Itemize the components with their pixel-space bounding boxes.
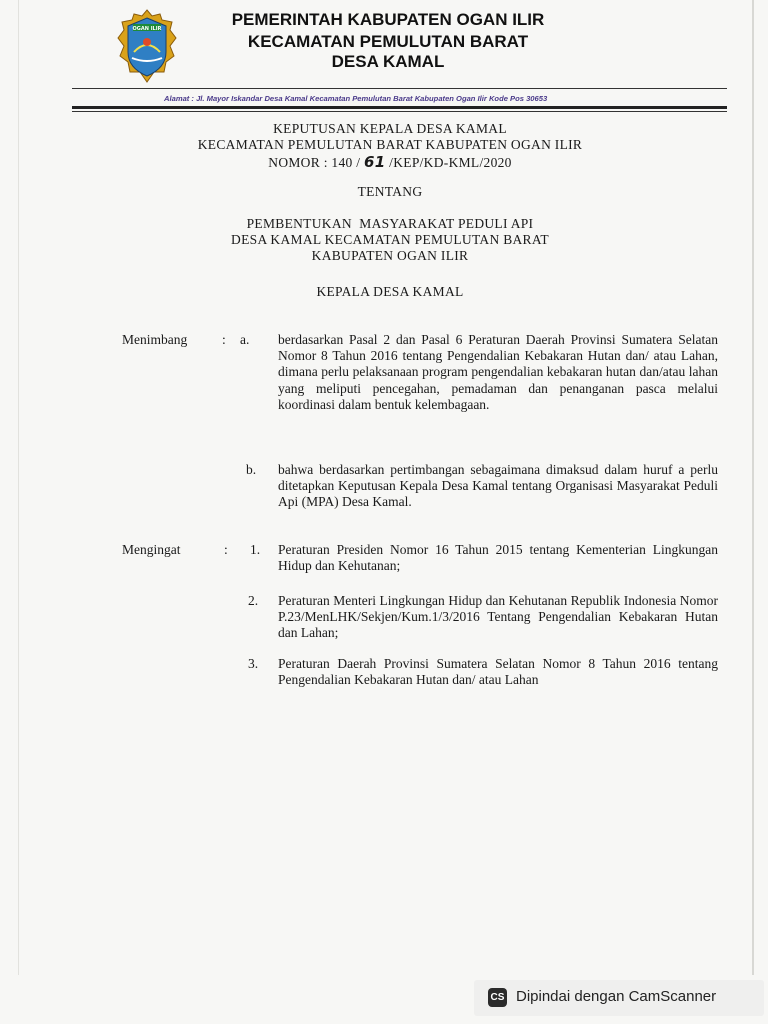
- mengingat-marker-1: 1.: [250, 542, 261, 557]
- mengingat-colon: :: [224, 542, 228, 557]
- tentang-heading: TENTANG: [357, 184, 423, 199]
- decree-title-district: KECAMATAN PEMULUTAN BARAT KABUPATEN OGAN ILIR: [197, 137, 583, 152]
- mengingat-item-1: Peraturan Presiden Nomor 16 Tahun 2015 tentang Kementerian Lingkungan Hidup dan Kehutanan;: [278, 542, 718, 574]
- regency-emblem-icon: [116, 8, 178, 84]
- camscanner-text: Dipindai dengan CamScanner: [516, 988, 717, 1005]
- menimbang-marker-a: a.: [240, 332, 250, 347]
- page-edge-right: [752, 0, 754, 975]
- menimbang-item-a: berdasarkan Pasal 2 dan Pasal 6 Peraturan Daerah Provinsi Sumatera Selatan Nomor 8 Tahun 2016 tentang Pengendalian Kebakaran Hutan dan/ atau Lahan, dimana perlu pelaksanaan program pengendalian kebakaran hutan dan/atau lahan yang meliputi pencegahan, pemadaman dan penanganan pasca melalui koordinasi dalam bentuk kelembagaan.: [278, 332, 718, 412]
- page-edge-left: [18, 0, 19, 975]
- subject-line-2: DESA KAMAL KECAMATAN PEMULUTAN BARAT: [231, 232, 549, 247]
- decree-number-suffix: /KEP/KD-KML/2020: [389, 155, 512, 170]
- mengingat-item-2: Peraturan Menteri Lingkungan Hidup dan Kehutanan Republik Indonesia Nomor P.23/MenLHK/Sekjen/Kum.1/3/2016 Tentang Pengendalian Kebakaran Hutan dan Lahan;: [278, 593, 718, 641]
- mengingat-marker-2: 2.: [248, 593, 259, 608]
- decree-number: [120, 153, 660, 171]
- issuing-official: KEPALA DESA KAMAL: [316, 284, 464, 299]
- menimbang-marker-b: b.: [246, 462, 257, 477]
- emblem-lettering: OGAN ILIR: [132, 26, 162, 32]
- letterhead-village: DESA KAMAL: [331, 52, 445, 71]
- decree-number-prefix: NOMOR : 140 /: [268, 155, 361, 170]
- mengingat-item-3: Peraturan Daerah Provinsi Sumatera Selatan Nomor 8 Tahun 2016 tentang Pengendalian Kebakaran Hutan dan/ atau Lahan: [278, 656, 718, 688]
- camscanner-watermark: [474, 980, 764, 1016]
- letterhead-divider-bottom: [72, 111, 727, 112]
- mengingat-marker-3: 3.: [248, 656, 259, 671]
- letterhead-government: PEMERINTAH KABUPATEN OGAN ILIR: [231, 10, 545, 29]
- mengingat-label: Mengingat: [122, 542, 181, 557]
- menimbang-colon: :: [222, 332, 226, 347]
- letterhead-district: KECAMATAN PEMULUTAN BARAT: [247, 32, 529, 51]
- letterhead-divider-thick: [72, 106, 727, 109]
- menimbang-item-b: bahwa berdasarkan pertimbangan sebagaimana dimaksud dalam huruf a perlu ditetapkan Keputusan Kepala Desa Kamal tentang Organisasi Masyarakat Peduli Api (MPA) Desa Kamal.: [278, 462, 718, 510]
- subject-line-1: PEMBENTUKAN MASYARAKAT PEDULI API: [246, 216, 534, 231]
- decree-title: KEPUTUSAN KEPALA DESA KAMAL: [273, 121, 507, 136]
- letterhead-divider-top: [72, 88, 727, 89]
- decree-number-handwritten: 61: [364, 153, 386, 171]
- camscanner-logo-icon: CS: [488, 988, 507, 1007]
- letterhead-address: Alamat : Jl. Mayor Iskandar Desa Kamal Kecamatan Pemulutan Barat Kabupaten Ogan Ilir Kode Pos 30653: [164, 94, 548, 103]
- subject-line-3: KABUPATEN OGAN ILIR: [311, 248, 469, 263]
- menimbang-label: Menimbang: [122, 332, 188, 347]
